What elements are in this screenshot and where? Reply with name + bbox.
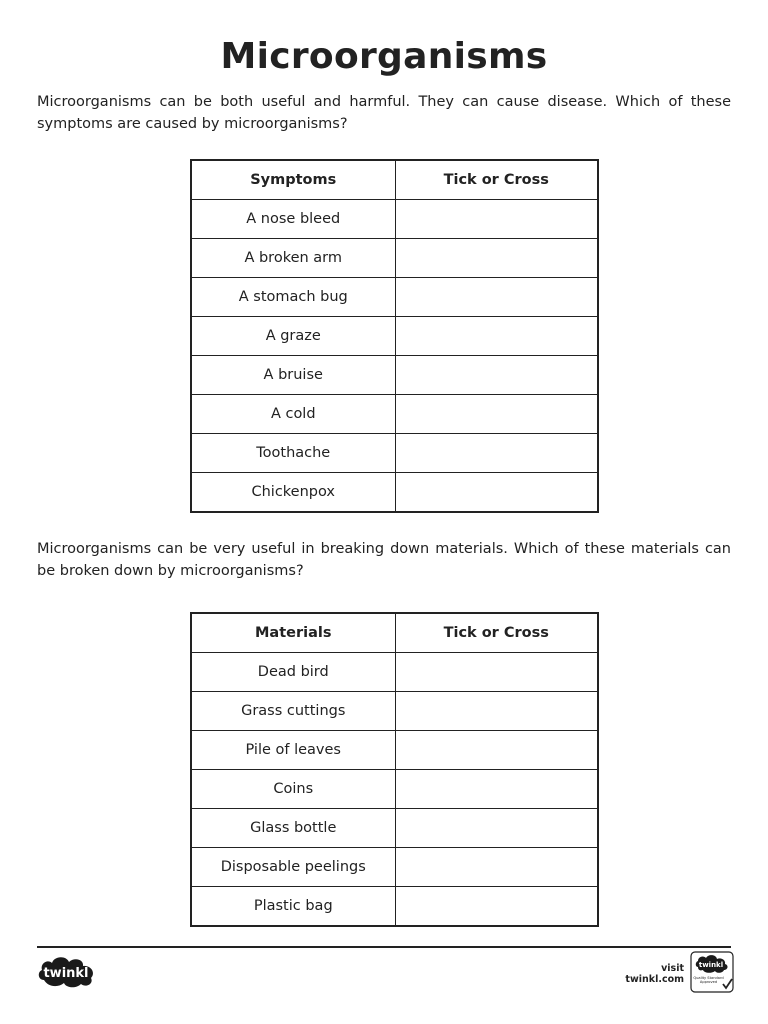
table-header-row — [191, 613, 598, 653]
material-cell: Pile of leaves — [191, 731, 395, 770]
answer-cell[interactable] — [395, 434, 598, 473]
answer-cell[interactable] — [395, 848, 598, 887]
table-row — [191, 278, 598, 317]
material-cell: Coins — [191, 770, 395, 809]
material-cell: Plastic bag — [191, 887, 395, 927]
symptom-cell: A cold — [191, 395, 395, 434]
table-row — [191, 731, 598, 770]
material-cell: Glass bottle — [191, 809, 395, 848]
table-row — [191, 395, 598, 434]
material-cell: Disposable peelings — [191, 848, 395, 887]
answer-cell[interactable] — [395, 731, 598, 770]
material-cell: Grass cuttings — [191, 692, 395, 731]
twinkl-logo[interactable] — [36, 950, 98, 990]
logo-wordmark: twinkl — [43, 966, 89, 981]
intro-paragraph: Microorganisms can be both useful and harmful. They can cause disease. Which of these symptoms are caused by microorganisms? — [37, 94, 731, 132]
header-symptoms: Symptoms — [191, 160, 395, 200]
symptom-cell: A bruise — [191, 356, 395, 395]
table-row — [191, 692, 598, 731]
materials-table — [190, 612, 599, 927]
quality-badge-icon — [690, 951, 734, 993]
symptom-cell: Toothache — [191, 434, 395, 473]
visit-link[interactable]: visit twinkl.com — [625, 963, 684, 985]
table-header-row — [191, 160, 598, 200]
symptom-cell: A broken arm — [191, 239, 395, 278]
answer-cell[interactable] — [395, 239, 598, 278]
answer-cell[interactable] — [395, 317, 598, 356]
table-row — [191, 317, 598, 356]
table-row — [191, 434, 598, 473]
table-row — [191, 848, 598, 887]
table-row — [191, 473, 598, 513]
symptom-cell: A nose bleed — [191, 200, 395, 239]
footer-divider — [37, 946, 731, 948]
material-cell: Dead bird — [191, 653, 395, 692]
table-row — [191, 653, 598, 692]
answer-cell[interactable] — [395, 200, 598, 239]
symptom-cell: A graze — [191, 317, 395, 356]
symptoms-table — [190, 159, 599, 513]
header-tick-or-cross: Tick or Cross — [395, 160, 598, 200]
answer-cell[interactable] — [395, 770, 598, 809]
table-row — [191, 200, 598, 239]
badge-brand: twinkl — [698, 961, 724, 969]
table-row — [191, 887, 598, 927]
answer-cell[interactable] — [395, 692, 598, 731]
answer-cell[interactable] — [395, 356, 598, 395]
materials-paragraph: Microorganisms can be very useful in breaking down materials. Which of these materials can be broken down by microorganisms? — [37, 541, 731, 579]
table-row — [191, 356, 598, 395]
table-row — [191, 239, 598, 278]
page-title: Microorganisms — [220, 36, 548, 77]
table-row — [191, 770, 598, 809]
header-materials: Materials — [191, 613, 395, 653]
answer-cell[interactable] — [395, 395, 598, 434]
badge-caption: Quality Standard Approved — [693, 976, 724, 985]
answer-cell[interactable] — [395, 473, 598, 513]
answer-cell[interactable] — [395, 278, 598, 317]
answer-cell[interactable] — [395, 653, 598, 692]
table-row — [191, 809, 598, 848]
symptom-cell: A stomach bug — [191, 278, 395, 317]
header-tick-or-cross: Tick or Cross — [395, 613, 598, 653]
symptom-cell: Chickenpox — [191, 473, 395, 513]
answer-cell[interactable] — [395, 887, 598, 927]
answer-cell[interactable] — [395, 809, 598, 848]
